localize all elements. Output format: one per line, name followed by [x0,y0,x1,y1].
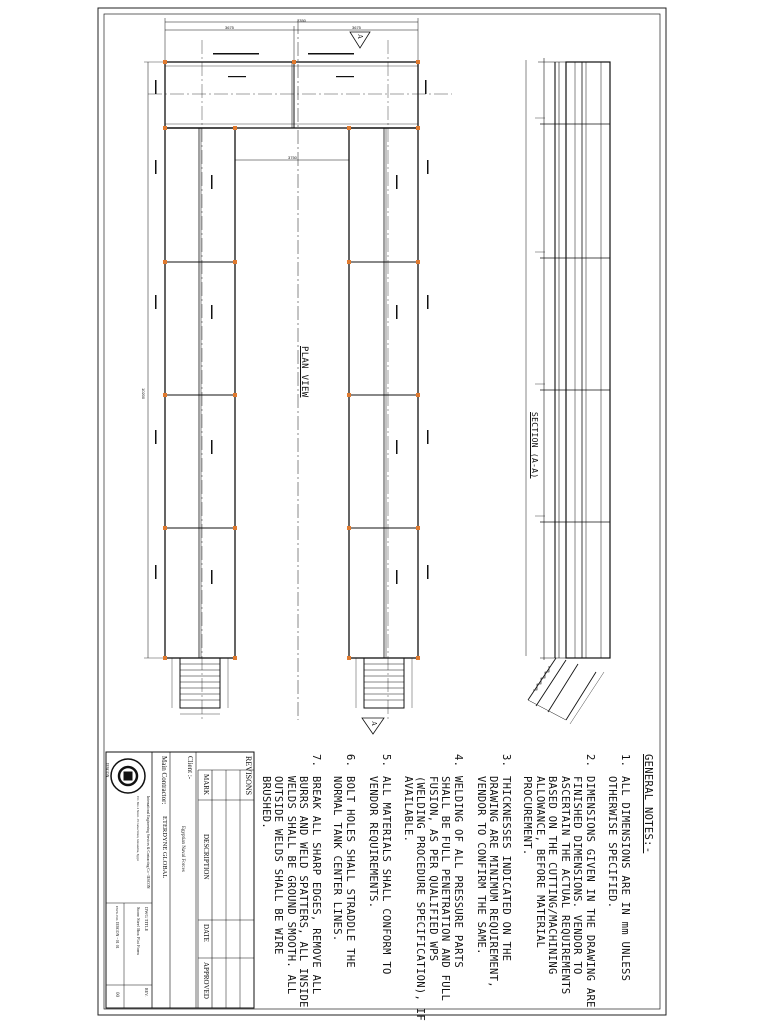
section-view-label: SECTION (A-A) [530,412,539,479]
note-2-line-1: DIMENSIONS GIVEN IN THE DRAWING ARE [584,776,596,1008]
note-2-line-3: ASCERTAIN THE ACTUAL REQUIREMENTS [559,776,571,995]
left-half-dimension: 3675 [225,25,234,30]
contractor-value: ETERDYNE GLOBAL [161,816,168,879]
note-3 [475,754,513,988]
rev-value: 00 [114,992,119,997]
company-address: P.O. Box 4 Street - El Galaa Street, Alexandria, Egypt [136,796,140,861]
note-4 [402,754,465,1021]
note-3-line-1: THICKNESSES INDICATED ON THE [500,776,512,962]
note-7-line-2: BURRS AND WELD SPATTERS, ALL INSIDE [297,776,310,1008]
note-5-number: 5. [380,754,392,768]
note-2-line-6: PROCUREMENT. [521,776,534,856]
note-5-line-1: ALL MATERIALS SHALL CONFORM TO [380,776,392,975]
note-7-line-4: OUTSIDE WELDS SHALL BE WIRE [272,776,285,955]
note-2-line-4: BASED ON THE CUTTING/MACHINING [546,776,559,975]
note-4-line-2: SHALL BE FULL PENETRATION AND FULL [439,776,452,1002]
note-6 [331,754,356,968]
note-4-number: 4. [452,754,464,768]
note-2-number: 2. [584,754,596,768]
dwg-title: Scow Steel Box Plat Form [136,907,141,955]
revisions-header: REVISONS [244,756,253,796]
note-4-line-5: AVAILABLE. [402,776,414,843]
note-7-line-5: BRUSHED. [260,776,272,829]
note-4-line-3: FUSION, AS PER QUALIFIED WPS [427,776,439,962]
note-5 [367,754,392,975]
note-2 [521,754,596,1008]
overall-dimension: 7350 [297,18,306,23]
contractor-label: Main Contractor: [160,756,168,805]
client-label: Client :- [186,756,194,780]
note-6-number: 6. [344,754,356,768]
section-marker-top-label: A [356,34,364,40]
note-3-number: 3. [500,754,512,768]
note-2-line-5: ALLOWANCE, BEFORE MATERIAL [534,776,546,949]
note-7-line-1: BREAK ALL SHARP EDGES, REMOVE ALL [310,776,322,995]
note-1-line-1: ALL DIMENSIONS ARE IN mm UNLESS [619,776,631,982]
company-name: International Engineering Services & Contracting Co - IESCON [146,796,150,889]
note-3-line-2: DRAWING ARE MINIMUM REQUIREMENT, [487,776,500,988]
note-6-line-2: NORMAL TANK CENTER LINES. [331,776,344,942]
right-half-dimension: 3675 [352,25,361,30]
note-7-number: 7. [310,754,322,768]
section-marker-bottom-label: A [370,721,378,727]
rev-label: REV. [144,988,149,997]
dwg-no: IESCON - 01 01 [115,922,120,949]
note-5-line-2: VENDOR REQUIREMENTS. [367,776,380,909]
plan-view-label: PLAN VIEW [299,346,309,398]
note-7 [260,754,323,1008]
note-1 [606,754,631,981]
dwg-title-label: DWG TITLE [144,907,149,932]
col-description: DESCRIPTION [202,834,210,880]
general-notes-heading: GENERAL NOTES:- [642,754,654,854]
note-1-number: 1. [619,754,631,768]
client-value: Egyptian Naval Forces [180,826,185,872]
col-date: DATE [202,924,210,942]
note-7-line-3: WELDS SHALL BE GROUND SMOOTH. ALL [285,776,297,995]
note-3-line-3: VENDOR TO CONFIRM THE SAME. [475,776,487,955]
note-1-line-2: OTHERWISE SPECIFIED. [606,776,619,909]
note-4-line-4: (WELDING PROCEDURE SPECIFICATION), IF [414,776,427,1021]
col-mark: MARK [202,774,210,796]
side-dimension: 10200 [141,388,146,400]
logo-label: IESCON [105,763,110,778]
col-approved: APPROVED [202,962,210,999]
inner-dimension: 3750 [288,155,297,160]
dwg-no-label: DWG NO. [115,906,119,922]
note-4-line-1: WELDING OF ALL PRESSURE PARTS [452,776,464,969]
note-2-line-2: FINISHED DIMENSIONS. VENDOR TO [571,776,584,975]
note-6-line-1: BOLT HOLES SHALL STRADDLE THE [344,776,356,969]
